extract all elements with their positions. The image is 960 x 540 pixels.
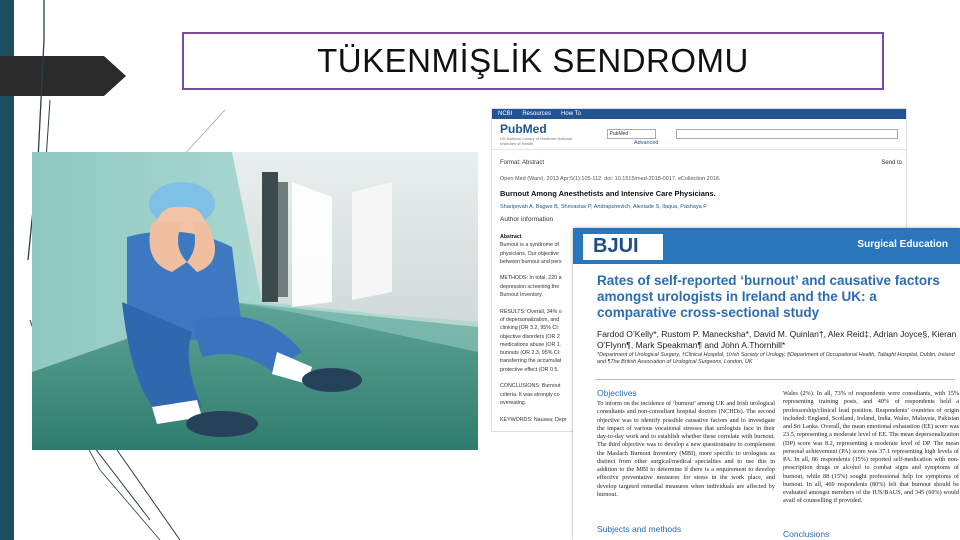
- divider: [595, 379, 955, 380]
- advanced-search-link[interactable]: Advanced: [634, 140, 659, 146]
- abstract-line: [500, 407, 570, 415]
- abstract-line: overeating.: [500, 399, 527, 406]
- abstract-line: between burnout and pers: [500, 258, 562, 265]
- search-input[interactable]: [676, 129, 898, 139]
- bjui-header: [573, 228, 960, 264]
- abstract-line: [500, 299, 570, 307]
- abstract-line: protective effect (OR 0.5,: [500, 366, 559, 373]
- article-authors[interactable]: Sharipovah A, Bagwe B, Shrivastav P, Andrapshevich, Alexiade S, Ilaqua, Pashaya P: [500, 204, 707, 210]
- abstract-line: medications abuse (OR 1.: [500, 341, 562, 348]
- bjui-logo-subtitle: BJU International: [593, 256, 624, 261]
- abstract-line: criteria. It was strongly co: [500, 391, 560, 398]
- doctor-exhausted-photo: [32, 152, 478, 450]
- abstract-line: bunouts (OR 2.3, 95% CI:: [500, 350, 561, 357]
- article-citation: Open Med (Wars). 2013 Apr;5(1):105-112. doi: 10.1515/med-2018-0017. eCollection 2018.: [500, 176, 721, 182]
- ncbi-link[interactable]: NCBI: [498, 111, 513, 117]
- ncbi-topbar: [492, 109, 906, 119]
- bjui-authors: Fardod O’Kelly*, Rustom P. Manecksha*, David M. Quinlan†, Alex Reid‡, Adrian Joyce§, Kieran O’Flynn¶, Mark Speakman¶ and John A.Thornhill*: [597, 329, 957, 350]
- bjui-affiliations: *Department of Urological Surgery, †Clinical Hospital, ‡Irish Society of Urology, §Department of Occupational Health, Tallaght Hospital, Dublin, Ireland and ¶The British Association of Urological Surgeons, London, UK: [597, 352, 955, 365]
- objectives-text: To inform on the incidence of ‘burnout’ among UK and Irish urological consultants and non-consultant hospital doctors (NCHDs). The second objective was to identify possible causative factors and to investigate the impact of various vocational stresses that urologists face in their day-to-day work and to establish whether these correlate with burnout. The third objective was to develop a new questionnaire to complement the Maslach Burnout Inventory (MBI), more specific to urologists as distinct from other surgical/medical specialties and to use this in addition to the MBI to determine if there is a requirement to develop effective preventative measures for stress in the work place, and develop targeted remedial measures when individuals are affected by burnout.: [597, 400, 775, 498]
- resources-link[interactable]: Resources: [522, 111, 552, 117]
- abstract-heading: Abstract: [500, 234, 522, 240]
- arrow-shape-decoration: [0, 56, 126, 96]
- bjui-article-title: Rates of self-reported ‘burnout’ and causative factors amongst urologists in Ireland and the UK: a comparative cross-sectional study: [597, 273, 940, 320]
- abstract-line: METHODS: In total, 220 a: [500, 275, 562, 282]
- bjui-article-screenshot: [573, 228, 960, 540]
- pubmed-header: [492, 119, 906, 150]
- abstract-line: Burnout is a syndrome of: [500, 242, 559, 249]
- section-label: Surgical Education: [857, 239, 948, 250]
- author-information-toggle[interactable]: Author information: [500, 216, 554, 223]
- abstract-block: [500, 233, 570, 424]
- database-select[interactable]: PubMed: [607, 129, 657, 139]
- abstract-line: objective disorders (OR 2: [500, 333, 560, 340]
- article-title: Burnout Among Anesthetists and Intensive Care Physicians.: [500, 189, 716, 198]
- abstract-line: [500, 374, 570, 382]
- abstract-line: KEYWORDS: Nausea; Depr: [500, 416, 567, 423]
- abstract-line: RESULTS: Overall, 34% o: [500, 308, 562, 315]
- abstract-line: Burnout Inventory.: [500, 292, 543, 299]
- how-to-link[interactable]: How To: [561, 111, 581, 117]
- pubmed-logo-text: PubMed: [500, 122, 547, 136]
- conclusions-heading: Conclusions: [783, 529, 830, 539]
- photo-illustration: [32, 152, 478, 450]
- slide-title-box: [182, 32, 884, 90]
- abstract-line: depression screening the: [500, 283, 560, 290]
- abstract-line: physicians. Our objective: [500, 250, 559, 257]
- abstract-lines: [500, 241, 570, 424]
- abstract-line: [500, 266, 570, 274]
- send-to-dropdown[interactable]: Send to: [881, 160, 902, 166]
- results-text: Wales (2%). In all, 73% of respondents were consultants, with 15% representing training posts, and 40% of respondents held a professorship/clinical lead position. Respondents’ countries of origin included: England, Scotland, Ireland, India, Wales, Malaysia, Pakistan and Sri Lanka. Overall, the mean emotional exhaustion (EE) score was 23.5, representing a moderate level of EE. The mean depersonalization (DP) score was 8.2, representing a moderate level of DP. The mean personal achievement (PA) score was 37.1 representing high levels of PA. In all, 86 respondents (15%) reported self-medication with non-prescription drugs or alcohol to combat signs and symptoms of burnout, while 88 (15%) sought professional help for symptoms of burnout. In all, 469 respondents (80%) felt that burnout should be evaluated amongst members of the IUS/BAUS, and 345 (60%) would avail of counselling if provided.: [783, 390, 959, 505]
- slide-title: TÜKENMİŞLİK SENDROMU: [317, 42, 749, 79]
- abstract-line: CONCLUSIONS: Burnout: [500, 383, 561, 390]
- abstract-line: transferring the accumulat: [500, 358, 562, 365]
- abstract-line: of depersonalization, and: [500, 316, 560, 323]
- pubmed-logo[interactable]: [500, 122, 587, 146]
- abstract-line: clinking [OR 3.2, 95% CI:: [500, 325, 560, 332]
- bjui-logo: BJUI: [583, 234, 663, 260]
- pubmed-logo-subtitle: US National Library of Medicine National Institutes of Health: [500, 136, 573, 146]
- format-dropdown[interactable]: Format: Abstract: [500, 160, 545, 166]
- objectives-heading: Objectives: [597, 388, 637, 398]
- subjects-methods-heading: Subjects and methods: [597, 524, 682, 534]
